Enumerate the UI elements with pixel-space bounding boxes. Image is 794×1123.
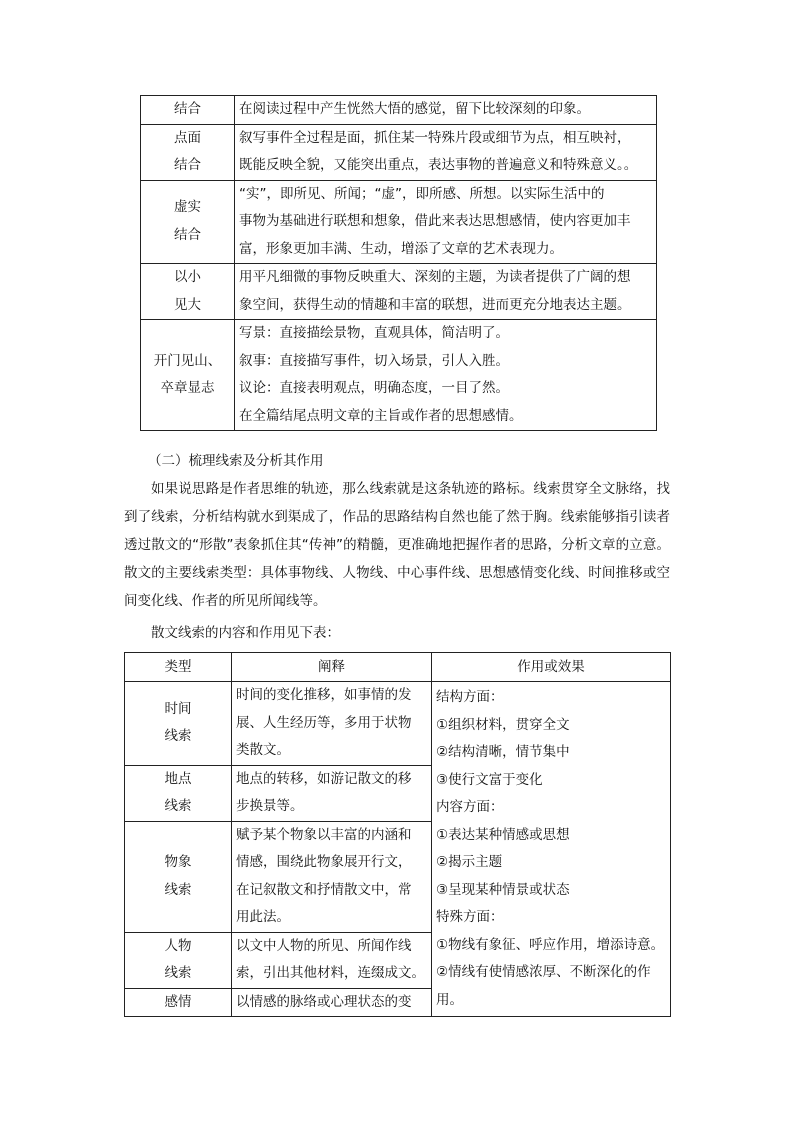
technique-label: 以小 见大 bbox=[141, 264, 235, 320]
table-row bbox=[141, 180, 657, 264]
clue-explanation-cell: 地点的转移，如游记散文的移 步换景等。 bbox=[232, 765, 432, 821]
clue-explanation-cell: 以情感的脉络或心理状态的变 bbox=[232, 988, 432, 1017]
clue-effect-cell: 结构方面： ①组织材料，贯穿全文 ②结构清晰，情节集中 ③使行文富于变化 内容方面： ①表达某种情感或思想 ②揭示主题 ③呈现某种情景或状态 特殊方面： ①物线有象征、呼应作用，增添诗意。 ②情线有使情感浓厚、不断深化的作 用。 bbox=[432, 682, 671, 1017]
technique-description: 用平凡细微的事物反映重大、深刻的主题，为读者提供了广阔的想 象空间，获得生动的情趣和丰富的联想，进而更充分地表达主题。 bbox=[235, 264, 657, 320]
clue-explanation-cell: 时间的变化推移，如事情的发 展、人生经历等，多用于状物 类散文。 bbox=[232, 682, 432, 766]
technique-description: 在阅读过程中产生恍然大悟的感觉，留下比较深刻的印象。 bbox=[235, 96, 657, 125]
table-row bbox=[141, 264, 657, 320]
table-row bbox=[141, 96, 657, 125]
clue-type-cell: 地点 线索 bbox=[125, 765, 232, 821]
table-row bbox=[141, 320, 657, 431]
section-heading: （二）梳理线索及分析其作用 bbox=[148, 453, 324, 469]
writing-techniques-table bbox=[140, 95, 657, 431]
technique-description: “实”，即所见、所闻；“虚”，即所感、所想。以实际生活中的 事物为基础进行联想和想象，借此来表达思想感情，使内容更加丰 富，形象更加丰满、生动，增添了文章的艺术表现力。 bbox=[235, 180, 657, 264]
clue-types-table bbox=[124, 652, 671, 1017]
column-header-effect: 作用或效果 bbox=[432, 653, 671, 682]
technique-label: 虚实 结合 bbox=[141, 180, 235, 264]
technique-label: 点面 结合 bbox=[141, 124, 235, 180]
technique-label: 开门见山、 卒章显志 bbox=[141, 320, 235, 431]
technique-description: 叙写事件全过程是面，抓住某一特殊片段或细节为点，相互映衬， 既能反映全貌，又能突出重点，表达事物的普遍意义和特殊意义。。 bbox=[235, 124, 657, 180]
clue-type-cell: 时间 线索 bbox=[125, 682, 232, 766]
clue-type-cell: 人物 线索 bbox=[125, 932, 232, 988]
table-header-row bbox=[125, 653, 671, 682]
clue-explanation-cell: 赋予某个物象以丰富的内涵和 情感，围绕此物象展开行文， 在记叙散文和抒情散文中，常 用此法。 bbox=[232, 821, 432, 932]
column-header-type: 类型 bbox=[125, 653, 232, 682]
table-intro-paragraph: 散文线索的内容和作用见下表： bbox=[151, 625, 340, 641]
body-paragraph: 如果说思路是作者思维的轨迹，那么线索就是这条轨迹的路标。线索贯穿全文脉络，找到了线索，分析结构就水到渠成了，作品的思路结构自然也能了然于胸。线索能够指引读者透过散文的“形散”表象抓住其“传神”的精髓，更准确地把握作者的思路，分析文章的立意。散文的主要线索类型：具体事物线、人物线、中心事件线、思想感情变化线、时间推移或空间变化线、作者的所见所闻线等。 bbox=[124, 481, 670, 609]
technique-description: 写景：直接描绘景物，直观具体，简洁明了。 叙事：直接描写事件，切入场景，引人入胜。 议论：直接表明观点，明确态度，一目了然。 在全篇结尾点明文章的主旨或作者的思想感情。 bbox=[235, 320, 657, 431]
clue-type-cell: 物象 线索 bbox=[125, 821, 232, 932]
technique-label: 结合 bbox=[141, 96, 235, 125]
clue-type-cell: 感情 bbox=[125, 988, 232, 1017]
table-row bbox=[141, 124, 657, 180]
clue-explanation-cell: 以文中人物的所见、所闻作线 索，引出其他材料，连缀成文。 bbox=[232, 932, 432, 988]
column-header-explanation: 阐释 bbox=[232, 653, 432, 682]
table-row bbox=[125, 682, 671, 766]
